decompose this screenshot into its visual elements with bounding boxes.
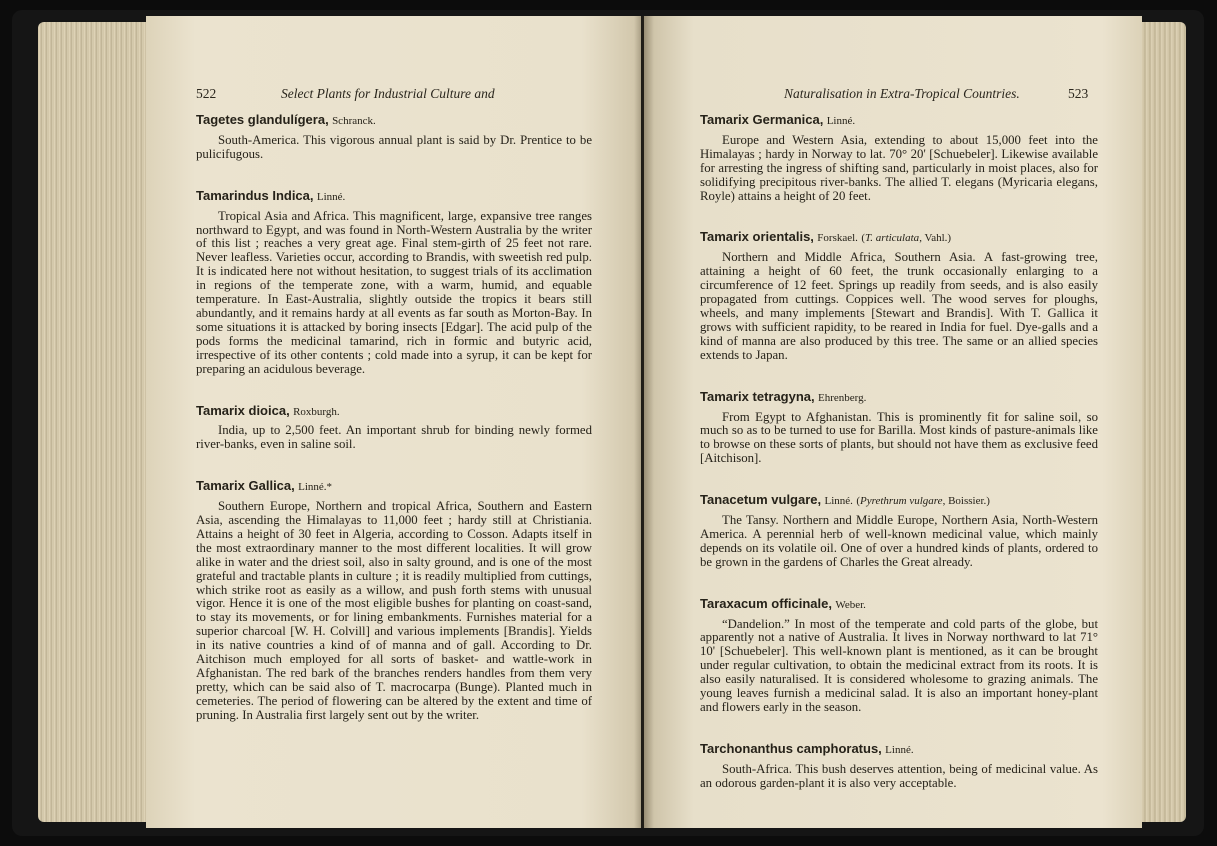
synonym-authority: Vahl. xyxy=(924,232,948,245)
species-authority: Roxburgh. xyxy=(293,405,340,418)
left-running-head: Select Plants for Industrial Culture and xyxy=(281,86,495,101)
left-page-stack xyxy=(38,22,150,822)
entry-tamarindus xyxy=(196,189,592,377)
species-name: Tamarix tetragyna, xyxy=(700,388,815,404)
left-page-content xyxy=(196,113,592,750)
species-authority: Weber. xyxy=(835,598,866,611)
species-synonym: (T. articulata, Vahl.) xyxy=(861,232,952,245)
species-authority: Linné. xyxy=(316,190,346,203)
right-page xyxy=(644,16,1142,828)
right-page-content xyxy=(700,113,1098,818)
species-authority: Ehrenberg. xyxy=(818,391,867,404)
entry-headword xyxy=(196,404,592,420)
entry-headword xyxy=(196,479,592,495)
species-synonym: (Pyrethrum vulgare, Boissier.) xyxy=(856,495,990,508)
species-name: Tarchonanthus camphoratus, xyxy=(700,740,882,756)
species-name: Tamarix orientalis, xyxy=(700,229,814,245)
left-page-number: 522 xyxy=(196,86,217,101)
book-gutter xyxy=(634,16,654,828)
entry-text: “Dandelion.” In most of the temperate and cold parts of the globe, but apparently not a native of Australia. It lives in Norway northward to lat 71° 10' [Schuebeler]. This well-known plant is mentioned, as it can be brought under regular cultivation, to obtain the medicinal extract from its roots. It is also easily naturalised. It is considered wholesome to grazing animals. The young leaves furnish a medicinal salad. It is also an important honey-plant and flowers early in the season. xyxy=(700,616,1098,714)
entry-headword xyxy=(700,113,1098,129)
entry-tamarix-gallica xyxy=(196,479,592,722)
entry-tanacetum xyxy=(700,493,1098,570)
species-name: Tamarindus Indica, xyxy=(196,187,314,203)
entry-tamarix-orientalis xyxy=(700,230,1098,362)
entry-text: From Egypt to Afghanistan. This is prominently fit for saline soil, so much so as to be turned to use for Barilla. Most kinds of pasture-animals like to browse on these sorts of plants, but should not have them as exclusive feed [Aitchison]. xyxy=(700,409,1098,466)
synonym-authority: Boissier. xyxy=(948,495,987,508)
entry-text: India, up to 2,500 feet. An important shrub for binding newly formed river-banks, even in saline soil. xyxy=(196,423,592,452)
entry-headword xyxy=(700,597,1098,613)
species-name: Tanacetum vulgare, xyxy=(700,492,822,508)
species-authority: Linné. xyxy=(826,115,856,127)
synonym-name: Pyrethrum vulgare xyxy=(859,495,943,508)
entry-headword xyxy=(700,230,1098,246)
entry-text: Tropical Asia and Africa. This magnificent, large, expansive tree ranges northward to Egypt, and was found in North-Western Australia by the writer of this list ; reaches a very great age. Final stem-girth of 25 feet not rare. Never leafless. Varieties occur, according to Brandis, with sweetish red pulp. It is indicated here not without hesitation, to suggest trials of its acclimation in regions of the temperate zone, with a warm, humid, and equable temperature. In East-Australia, slightly outside the tropics it bears still abundantly, and it remains hardy at all events as far south as Morton-Bay. In some situations it is attacked by boring insects [Edgar]. The acid pulp of the pods forms the medicinal tamarind, rich in formic and butyric acid, irrespective of its other contents ; cold made into a syrup, it can be kept for preparing an acidulous beverage. xyxy=(196,208,592,376)
entry-headword xyxy=(700,493,1098,509)
species-authority: Forskael. xyxy=(817,232,858,245)
species-authority: Linné. xyxy=(885,743,914,756)
species-authority: Schranck. xyxy=(332,115,376,127)
species-name: Tagetes glandulígera, xyxy=(196,112,329,127)
entry-taraxacum xyxy=(700,597,1098,715)
entry-text: Europe and Western Asia, extending to about 15,000 feet into the Himalayas ; hardy in Norway to lat. 70° 20' [Schuebeler]. Likewise available for arresting the ingress of shifting sand, particularly in moist places, also for solidifying precipitous river-banks. The allied T. elegans (Myricaria elegans, Royle) attains a height of 20 feet. xyxy=(700,132,1098,203)
entry-tamarix-tetragyna xyxy=(700,390,1098,467)
entry-tamarix-germanica xyxy=(700,113,1098,203)
entry-text: Southern Europe, Northern and tropical Africa, Southern and Eastern Asia, ascending the Himalayas to 11,000 feet ; hardy still at Christiania. Attains a height of 30 feet in Algeria, according to Cosson. Adapts itself in the most extraordinary manner to the most different localities. It will grow alike in water and the driest soil, also in salty ground, and is one of the most grateful and tractable plants in culture ; it is readily multiplied from cuttings, which strike root as easily as a willow, and push forth stems with unusual vigor. Hence it is one of the most eligible bushes for planting on coast-sand, to stay its movements, or for lining embankments. Furnishes material for a superior charcoal [W. H. Colvill] and various implements [Brandis]. Yields in its native countries a kind of of manna and of gall. According to Dr. Aitchison much employed for all sorts of basket- and wattle-work in Afghanistan. The red bark of the branches renders handles from them very pretty, which can be said also of T. macrocarpa (Bunge). Planted much in cemeteries. The period of flowering can be altered by the extent and time of pruning. In Australia first largely sent out by the writer. xyxy=(196,499,592,722)
right-page-number: 523 xyxy=(1068,86,1089,101)
entry-tamarix-dioica xyxy=(196,404,592,453)
entry-text: South-America. This vigorous annual plant is said by Dr. Prentice to be pulicifugous. xyxy=(196,132,592,161)
entry-tagetes xyxy=(196,113,592,162)
synonym-name: T. articulata xyxy=(864,232,920,245)
entry-headword xyxy=(700,390,1098,406)
entry-text: Northern and Middle Africa, Southern Asia. A fast-growing tree, attaining a height of 60 feet, the trunk occasionally enlarging to a circumference of 12 feet. Springs up readily from seeds, and is also easily propagated from cuttings. Coppices well. The wood serves for ploughs, wheels, and many implements [Stewart and Brandis]. With T. Gallica it grows with sufficient rapidity, to be reared in India for fuel. Dye-galls and a kind of manna are also produced by this tree. The same or an allied species extends to Japan. xyxy=(700,250,1098,362)
entry-text: South-Africa. This bush deserves attention, being of medicinal value. As an odorous garden-plant it is also very acceptable. xyxy=(700,761,1098,790)
entry-headword xyxy=(196,189,592,205)
right-page-stack xyxy=(1138,22,1186,822)
species-name: Taraxacum officinale, xyxy=(700,595,832,611)
left-page xyxy=(146,16,641,828)
species-name: Tamarix Gallica, xyxy=(196,478,295,494)
species-name: Tamarix dioica, xyxy=(196,402,290,418)
entry-headword xyxy=(700,742,1098,758)
entry-tarchonanthus xyxy=(700,742,1098,791)
entry-text: The Tansy. Northern and Middle Europe, Northern Asia, North-Western America. A perennial herb of well-known medicinal value, which mainly depends on its volatile oil. One of over a hundred kinds of plants, ordered to be grown in the gardens of Charles the Great already. xyxy=(700,513,1098,569)
entry-headword xyxy=(196,113,592,129)
species-name: Tamarix Germanica, xyxy=(700,112,824,127)
species-authority: Linné. xyxy=(824,495,853,508)
species-authority: Linné.* xyxy=(298,481,333,494)
right-running-head: Naturalisation in Extra-Tropical Countries. xyxy=(784,86,1020,101)
